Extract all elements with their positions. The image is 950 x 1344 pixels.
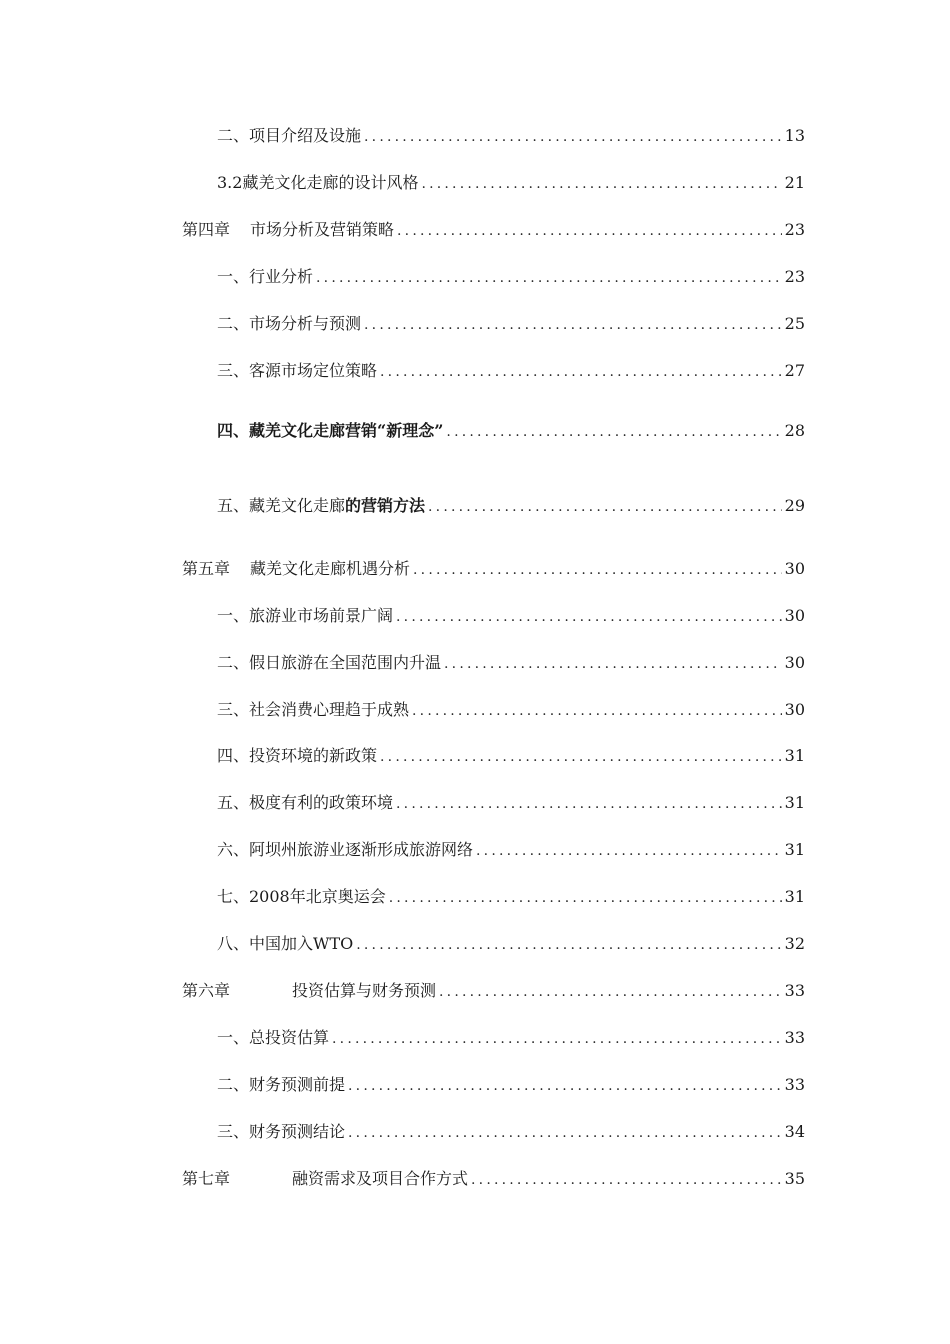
- toc-entry[interactable]: [217, 126, 805, 147]
- dot-leader: [380, 362, 782, 382]
- toc-entry-title: 三、社会消费心理趋于成熟: [217, 700, 410, 719]
- dot-leader: [364, 315, 782, 335]
- toc-entry-title: 四、投资环境的新政策: [217, 746, 378, 765]
- dot-leader: [380, 747, 782, 767]
- toc-entry-title: 二、假日旅游在全国范围内升温: [217, 653, 442, 672]
- chapter-title: 投资估算与财务预测: [292, 981, 437, 1000]
- toc-entry-title: 一、行业分析: [217, 267, 314, 286]
- dot-leader: [439, 982, 782, 1002]
- toc-entry[interactable]: [217, 267, 805, 288]
- toc-page-number: 25: [784, 314, 805, 333]
- toc-page-number: 30: [784, 559, 805, 578]
- toc-entry-title: 二、市场分析与预测: [217, 314, 362, 333]
- toc-entry-title-emphasis: 的营销方法: [345, 496, 426, 515]
- dot-leader: [471, 1170, 782, 1190]
- toc-entry[interactable]: [217, 1075, 805, 1096]
- toc-entry-title: 二、财务预测前提: [217, 1075, 346, 1094]
- dot-leader: [332, 1029, 782, 1049]
- dot-leader: [356, 935, 781, 955]
- toc-entry[interactable]: [217, 934, 805, 955]
- dot-leader: [389, 888, 782, 908]
- toc-chapter-entry[interactable]: [182, 1169, 805, 1190]
- toc-entry-title: 五、藏羌文化走廊: [217, 496, 346, 515]
- toc-entry[interactable]: [217, 746, 805, 767]
- toc-page-number: 23: [784, 220, 805, 239]
- dot-leader: [446, 422, 781, 442]
- dot-leader: [476, 841, 782, 861]
- dot-leader: [364, 127, 782, 147]
- toc-entry-title: 三、客源市场定位策略: [217, 361, 378, 380]
- toc-entry[interactable]: [217, 173, 805, 194]
- toc-entry[interactable]: [217, 1028, 805, 1049]
- toc-entry-title: 3.2藏羌文化走廊的设计风格: [217, 173, 419, 192]
- dot-leader: [413, 560, 782, 580]
- toc-entry[interactable]: [217, 887, 805, 908]
- toc-entry-title: 八、中国加入WTO: [217, 934, 354, 953]
- toc-entry[interactable]: [217, 314, 805, 335]
- toc-entry-title: 一、旅游业市场前景广阔: [217, 606, 394, 625]
- toc-entry[interactable]: [217, 700, 805, 721]
- toc-entry-title: 三、财务预测结论: [217, 1122, 346, 1141]
- toc-page-number: 31: [784, 793, 805, 812]
- toc-page-number: 31: [784, 746, 805, 765]
- toc-page-number: 34: [784, 1122, 805, 1141]
- toc-page-number: 35: [784, 1169, 805, 1188]
- dot-leader: [316, 268, 782, 288]
- toc-entry[interactable]: [217, 653, 805, 674]
- toc-chapter-entry[interactable]: [182, 220, 805, 241]
- toc-entry[interactable]: [217, 496, 805, 517]
- chapter-label: 第六章: [182, 981, 231, 1000]
- dot-leader: [396, 607, 782, 627]
- toc-page-number: 29: [784, 496, 805, 515]
- toc-entry[interactable]: [217, 361, 805, 382]
- chapter-label: 第五章: [182, 559, 231, 578]
- chapter-title: 藏羌文化走廊机遇分析: [250, 559, 411, 578]
- toc-page-number: 33: [784, 981, 805, 1000]
- dot-leader: [428, 497, 782, 517]
- chapter-label: 第七章: [182, 1169, 231, 1188]
- toc-entry-title: 二、项目介绍及设施: [217, 126, 362, 145]
- toc-page-number: 23: [784, 267, 805, 286]
- toc-page-number: 30: [784, 606, 805, 625]
- chapter-title: 融资需求及项目合作方式: [292, 1169, 469, 1188]
- dot-leader: [397, 221, 782, 241]
- toc-entry[interactable]: [217, 840, 805, 861]
- chapter-label: 第四章: [182, 220, 231, 239]
- toc-page-number: 13: [784, 126, 805, 145]
- toc-page-number: 31: [784, 840, 805, 859]
- chapter-title: 市场分析及营销策略: [250, 220, 395, 239]
- toc-entry-title: 四、藏羌文化走廊营销“新理念”: [217, 421, 444, 440]
- toc-page-number: 27: [784, 361, 805, 380]
- dot-leader: [412, 701, 782, 721]
- toc-page-number: 31: [784, 887, 805, 906]
- toc-entry[interactable]: [217, 793, 805, 814]
- toc-entry[interactable]: [217, 1122, 805, 1143]
- toc-entry[interactable]: [217, 606, 805, 627]
- dot-leader: [348, 1076, 782, 1096]
- toc-page-number: 30: [784, 653, 805, 672]
- toc-entry-title: 七、2008年北京奥运会: [217, 887, 386, 906]
- toc-chapter-entry[interactable]: [182, 981, 805, 1002]
- dot-leader: [421, 174, 781, 194]
- dot-leader: [444, 654, 782, 674]
- toc-entry-title: 六、阿坝州旅游业逐渐形成旅游网络: [217, 840, 474, 859]
- toc-entry-title: 五、极度有利的政策环境: [217, 793, 394, 812]
- toc-entry[interactable]: [217, 421, 805, 442]
- toc-page-number: 32: [784, 934, 805, 953]
- toc-page-number: 33: [784, 1075, 805, 1094]
- toc-page-number: 21: [784, 173, 805, 192]
- toc-page-number: 28: [784, 421, 805, 440]
- toc-page-number: 30: [784, 700, 805, 719]
- toc-chapter-entry[interactable]: [182, 559, 805, 580]
- dot-leader: [348, 1123, 782, 1143]
- toc-page-number: 33: [784, 1028, 805, 1047]
- toc-entry-title: 一、总投资估算: [217, 1028, 330, 1047]
- dot-leader: [396, 794, 782, 814]
